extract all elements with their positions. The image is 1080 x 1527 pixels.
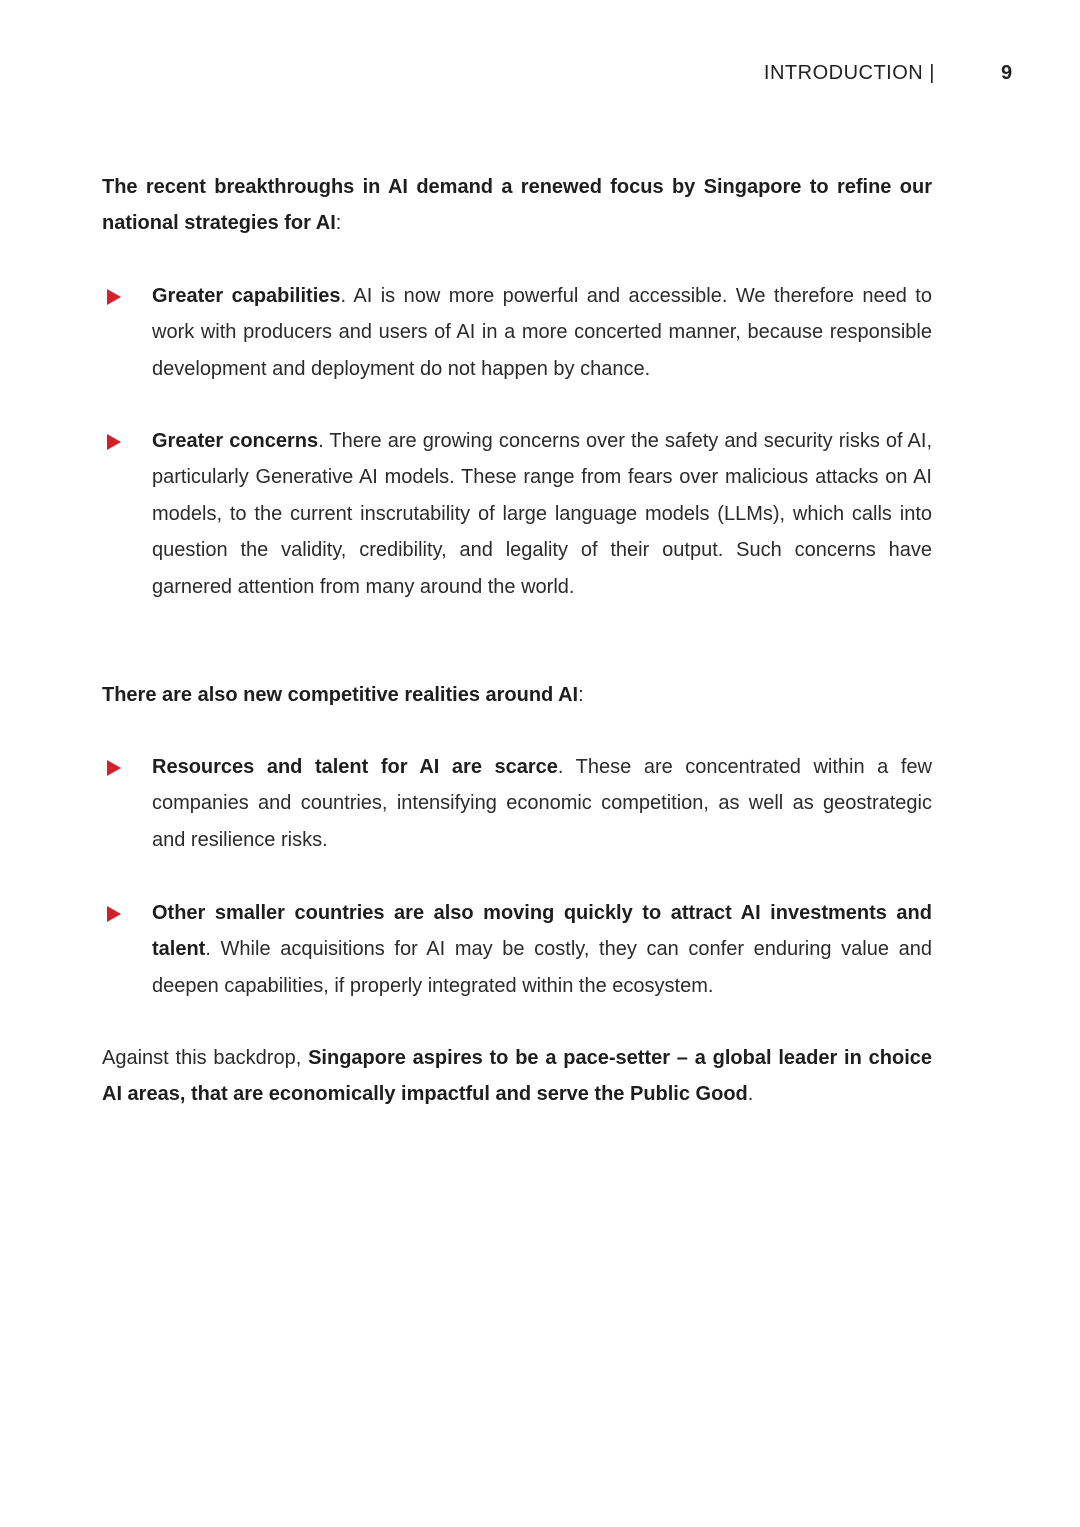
bullet-title: Resources and talent for AI are scarce xyxy=(152,756,558,778)
intro-rest: : xyxy=(335,212,342,235)
bullet-item xyxy=(102,278,932,387)
running-header-section: INTRODUCTION | xyxy=(763,62,935,84)
bullet-item xyxy=(102,423,932,605)
closing-lead: Against this backdrop, xyxy=(102,1047,309,1069)
bullet-text: . AI is now more powerful and accessible. We therefore need to work with producers and users of AI in a more concerted manner, because responsible development and deployment do not happen by chance. xyxy=(152,285,932,380)
closing-bold: Singapore aspires to be a pace-setter – a global leader in choice AI areas, that are economically impactful and serve the Public Good xyxy=(102,1047,932,1106)
red-triangle-bullet-icon xyxy=(107,760,121,776)
page-number: 9 xyxy=(1001,62,1013,84)
bullet-text: . These are concentrated within a few companies and countries, intensifying economic competition, as well as geostrategic and resilience risks. xyxy=(152,756,932,851)
bullet-title: Greater capabilities xyxy=(152,285,341,307)
bullet-title: Other smaller countries are also moving quickly to attract AI investments and talent xyxy=(152,902,932,961)
competitive-bold: There are also new competitive realities around AI xyxy=(102,684,579,706)
intro-bold: The recent breakthroughs in AI demand a renewed focus by Singapore to refine our national strategies for AI xyxy=(102,176,932,235)
closing-rest: . xyxy=(747,1083,754,1106)
red-triangle-bullet-icon xyxy=(107,434,121,450)
competitive-paragraph xyxy=(102,677,932,713)
bullet-text: . While acquisitions for AI may be costly, they can confer enduring value and deepen capabilities, if properly integrated within the ecosystem. xyxy=(152,938,932,997)
intro-paragraph xyxy=(102,169,932,242)
red-triangle-bullet-icon xyxy=(107,289,121,305)
bullet-title: Greater concerns xyxy=(152,430,319,452)
closing-paragraph xyxy=(102,1040,932,1113)
red-triangle-bullet-icon xyxy=(107,906,121,922)
bullet-item xyxy=(102,749,932,858)
competitive-rest: : xyxy=(578,684,584,706)
bullet-item xyxy=(102,895,932,1004)
bullet-text: . There are growing concerns over the safety and security risks of AI, particularly Generative AI models. These range from fears over malicious attacks on AI models, to the current inscrutability of large language models (LLMs), which calls into question the validity, credibility, and legality of their output. Such concerns have garnered attention from many around the world. xyxy=(152,430,932,598)
